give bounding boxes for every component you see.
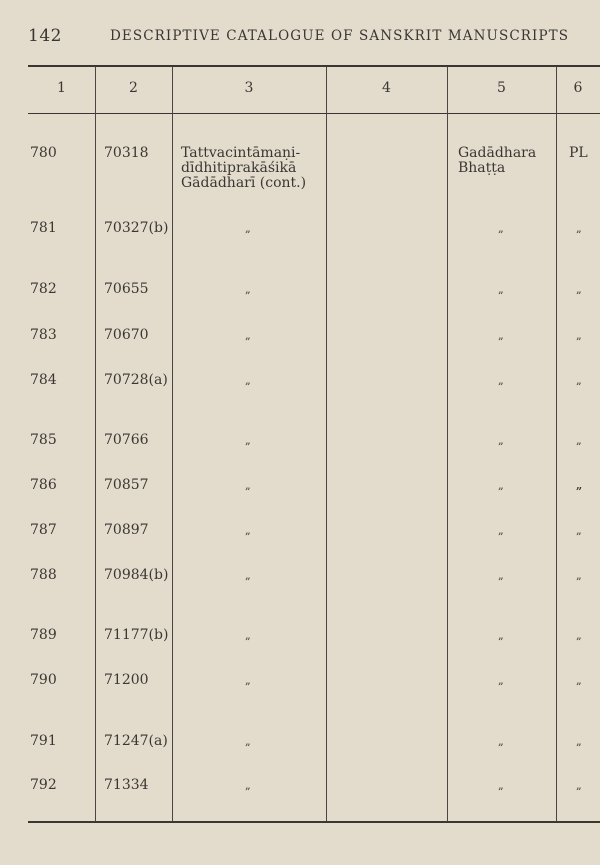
column-header: 1 [57, 80, 66, 96]
serial-number: 781 [30, 220, 57, 236]
ditto-mark: „ [245, 735, 250, 748]
column-header: 3 [244, 80, 254, 96]
ditto-mark: „ [498, 283, 503, 296]
ditto-mark: „ [245, 283, 250, 296]
manuscript-number: 70857 [104, 477, 149, 493]
ditto-mark: „ [576, 283, 581, 296]
ditto-mark: „ [576, 222, 581, 235]
manuscript-number: 70897 [104, 522, 149, 538]
ditto-mark: „ [576, 479, 582, 492]
ditto-mark: „ [245, 374, 250, 387]
column-header: 6 [573, 80, 583, 96]
table-bottom-rule [28, 821, 600, 823]
ditto-mark: „ [576, 629, 581, 642]
serial-number: 782 [30, 281, 57, 297]
work-title: Tattvacintāmaṇi- [181, 145, 301, 161]
manuscript-number: 70318 [104, 145, 149, 161]
ditto-mark: „ [576, 779, 581, 792]
column-header: 5 [497, 80, 506, 96]
ditto-mark: „ [245, 222, 250, 235]
ditto-mark: „ [245, 569, 250, 582]
ditto-mark: „ [576, 374, 581, 387]
ditto-mark: „ [576, 329, 581, 342]
author-name: Gadādhara [458, 145, 537, 161]
author-name: Bhaṭṭa [458, 160, 506, 176]
page-title: DESCRIPTIVE CATALOGUE OF SANSKRIT MANUSCRIPTS [110, 28, 570, 44]
serial-number: 788 [30, 567, 57, 583]
ditto-mark: „ [245, 434, 250, 447]
ditto-mark: „ [498, 524, 503, 537]
ditto-mark: „ [498, 569, 503, 582]
column-separator [326, 67, 327, 821]
serial-number: 783 [30, 327, 57, 343]
column-header: 4 [382, 80, 391, 96]
ditto-mark: „ [498, 674, 503, 687]
ditto-mark: „ [245, 779, 250, 792]
serial-number: 785 [30, 432, 57, 448]
work-title: Gādādharī (cont.) [181, 175, 307, 191]
serial-number: 791 [30, 733, 57, 749]
serial-number: 789 [30, 627, 57, 643]
ditto-mark: „ [498, 329, 503, 342]
manuscript-number: 70670 [104, 327, 149, 343]
ditto-mark: „ [245, 479, 250, 492]
serial-number: 787 [30, 522, 57, 538]
serial-number: 780 [30, 145, 57, 161]
serial-number: 784 [30, 372, 57, 388]
ditto-mark: „ [498, 222, 503, 235]
ditto-mark: „ [498, 434, 503, 447]
ditto-mark: „ [576, 735, 581, 748]
ditto-mark: „ [245, 629, 250, 642]
manuscript-number: 71247(a) [104, 733, 168, 749]
ditto-mark: „ [576, 569, 581, 582]
header-bottom-rule [28, 113, 600, 114]
manuscript-number: 70984(b) [104, 567, 169, 583]
column-separator [172, 67, 173, 821]
manuscript-number: 70728(a) [104, 372, 168, 388]
manuscript-number: 70655 [104, 281, 149, 297]
ditto-mark: „ [576, 524, 581, 537]
manuscript-number: 71177(b) [104, 627, 169, 643]
ditto-mark: „ [498, 374, 503, 387]
column-header: 2 [129, 80, 138, 96]
ditto-mark: „ [498, 629, 503, 642]
manuscript-number: 71200 [104, 672, 149, 688]
ditto-mark: „ [245, 524, 250, 537]
page-number: 142 [28, 26, 62, 46]
ditto-mark: „ [498, 479, 503, 492]
manuscript-number: 70766 [104, 432, 149, 448]
work-title: dīdhitiprakāśikā [181, 160, 297, 176]
serial-number: 790 [30, 672, 57, 688]
ditto-mark: „ [498, 735, 503, 748]
manuscript-number: 70327(b) [104, 220, 169, 236]
ditto-mark: „ [498, 779, 503, 792]
table-top-rule [28, 65, 600, 67]
ditto-mark: „ [245, 329, 250, 342]
ditto-mark: „ [576, 674, 581, 687]
ditto-mark: „ [576, 434, 581, 447]
column-separator [95, 67, 96, 821]
serial-number: 786 [30, 477, 57, 493]
script-code: PL [569, 145, 588, 161]
serial-number: 792 [30, 777, 57, 793]
column-separator [556, 67, 557, 821]
ditto-mark: „ [245, 674, 250, 687]
manuscript-number: 71334 [104, 777, 149, 793]
column-separator [447, 67, 448, 821]
